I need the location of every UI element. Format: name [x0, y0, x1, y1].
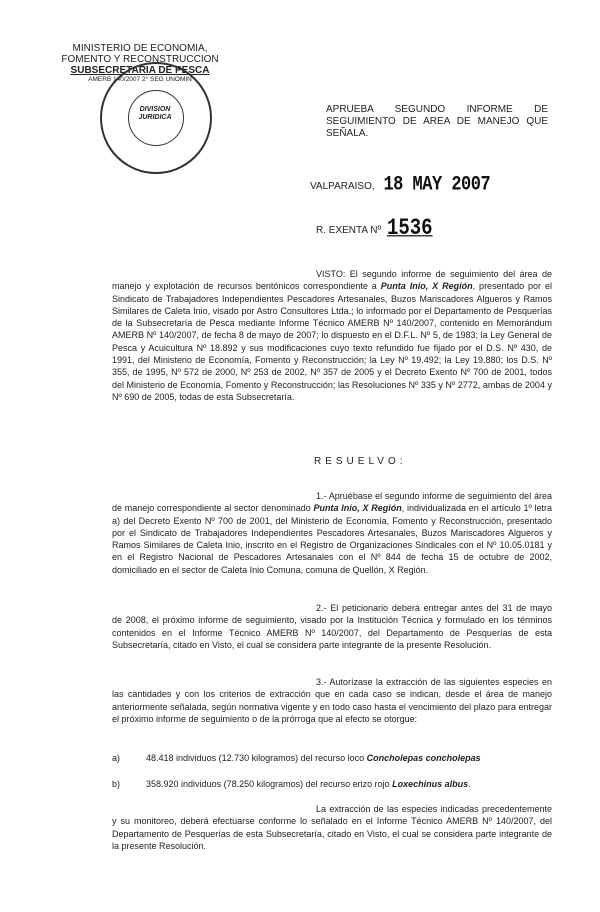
resolution-label: R. EXENTA Nº — [316, 225, 382, 236]
title-line-1: APRUEBA SEGUNDO INFORME DE — [326, 104, 548, 115]
visto-area-name: Punta Inio, X Región — [380, 281, 473, 292]
resolution-number-line — [316, 214, 433, 242]
species-item-b — [112, 778, 552, 790]
item-a-species: Concholepas concholepas — [366, 753, 481, 763]
species-item-a — [112, 752, 552, 764]
visto-text-start: VISTO: El segundo informe de seguimiento del área de manejo y explotación de recursos bentónicos correspondiente a — [112, 269, 552, 292]
header-line-fomento: FOMENTO Y RECONSTRUCCION — [61, 54, 219, 65]
seal-text-juridica: JURIDICA — [138, 114, 172, 121]
article-1-paragraph — [112, 490, 552, 576]
article-3-paragraph: 3.- Autorízase la extracción de las siguientes especies en las cantidades y con los criterios de extracción que en cada caso se indican, desde el área de manejo anteriormente señalada, según normativa vigente y en todo caso hasta el vencimiento del plazo para entregar el próximo informe de seguimiento o de la prórroga que al efecto se otorgue: — [112, 677, 552, 724]
resuelvo-heading: RESUELVO: — [314, 456, 407, 467]
header-line-subsecretaria: SUBSECRETARIA DE PESCA — [70, 65, 210, 76]
header-reference-code: AMERB 140/2007 2° SEG UNOMIN — [88, 76, 192, 83]
date-stamp: 18 MAY 2007 — [383, 174, 491, 197]
closing-paragraph: La extracción de las especies indicadas precedentemente y su monitoreo, deberá efectuarse conforme lo señalado en el Informe Técnico AMERB Nº 140/2007, del Departamento de Pesquerías de esta Subsecretaría, citado en Visto, el cual se considera parte integrante de la presente Resolución. — [112, 804, 552, 851]
document-title — [326, 104, 548, 140]
item-b-after: . — [468, 779, 471, 789]
seal-text-division: DIVISION — [139, 106, 171, 113]
art1-text-start: 1.- Apruébase el segundo informe de seguimiento del área de manejo correspondiente al sector denominado — [112, 491, 552, 514]
title-line-3: SEÑALA. — [326, 128, 369, 139]
place-date-line — [310, 176, 490, 195]
visto-text-end: , presentado por el Sindicato de Trabajadores Independientes Pescadores Artesanales, Buzos Mariscadores Algueros y Ramos Similares de Caleta Inio, visado por Astro Consultores Ltda.; lo informado por el Departamento de Pesquerías de la Subsecretaría de Pesca mediante Informe Técnico AMERB Nº 140/2007, contenido en Memorándum AMERB Nº 140/2007, de fecha 8 de mayo de 2007; lo dispuesto en el D.F.L. Nº 5, de 1983; la Ley General de Pesca y Acuicultura Nº 18.892 y sus modificaciones cuyo texto refundido fue fijado por el D.S. Nº 430, de 1991, del Ministerio de Economía, Fomento y Reconstrucción; la Ley Nº 19.492; la Ley 19.880; los D.S. Nº 355, de 1995, Nº 572 de 2000, Nº 253 de 2002, Nº 357 de 2005 y el Decreto Exento Nº 700 de 2001, todos del Ministerio de Economía, Fomento y Reconstrucción; las Resoluciones Nº 335 y Nº 2772, ambas de 2004 y Nº 690 de 2005, todas de esta Subsecretaría. — [112, 281, 553, 402]
visto-paragraph — [112, 268, 552, 403]
official-seal-stamp — [100, 62, 212, 174]
art1-text-end: , individualizada en el artículo 1º letra a) del Decreto Exento Nº 700 de 2001, del Ministerio de Economía, Fomento y Reconstrucción, presentado por el Sindicato de Trabajadores Independientes Pescadores Artesanales, Buzos Mariscadores Algueros y Ramos Similares de Caleta Inio, inscrito en el Registro de Organizaciones Sindicales con el Nº 10.05.0181 y en el Registro Nacional de Pescadores Artesanales con el Nº 844 de fecha 15 de octubre de 2002, domiciliado en el sector de Caleta Inio Comuna, comuna de Quellón, X Región. — [112, 503, 553, 575]
resolution-number-stamp: 1536 — [386, 214, 433, 242]
item-b-text: 358.920 individuos (78.250 kilogramos) del recurso erizo rojo — [146, 779, 393, 789]
item-b-marker: b) — [112, 779, 121, 789]
article-2-paragraph: 2.- El peticionario deberá entregar antes del 31 de mayo de 2008, el próximo informe de seguimiento, visado por la Institución Técnica y formulado en los términos contenidos en el Informe Técnico AMERB Nº 140/2007, del Departamento de Pesquerías de esta Subsecretaría, citado en Visto, el cual se considera parte integrante de la presente Resolución. — [112, 603, 552, 650]
item-a-marker: a) — [112, 753, 121, 763]
header-line-ministry: MINISTERIO DE ECONOMIA, — [72, 43, 208, 54]
item-b-species: Loxechinus albus — [392, 779, 469, 789]
title-line-2: SEGUIMIENTO DE AREA DE MANEJO QUE — [326, 116, 548, 127]
item-a-text: 48.418 individuos (12.730 kilogramos) del recurso loco — [146, 753, 367, 763]
art1-area-name: Punta Inio, X Región — [313, 503, 402, 514]
place-city: VALPARAISO, — [310, 181, 375, 192]
seal-inner-ring — [128, 90, 184, 146]
